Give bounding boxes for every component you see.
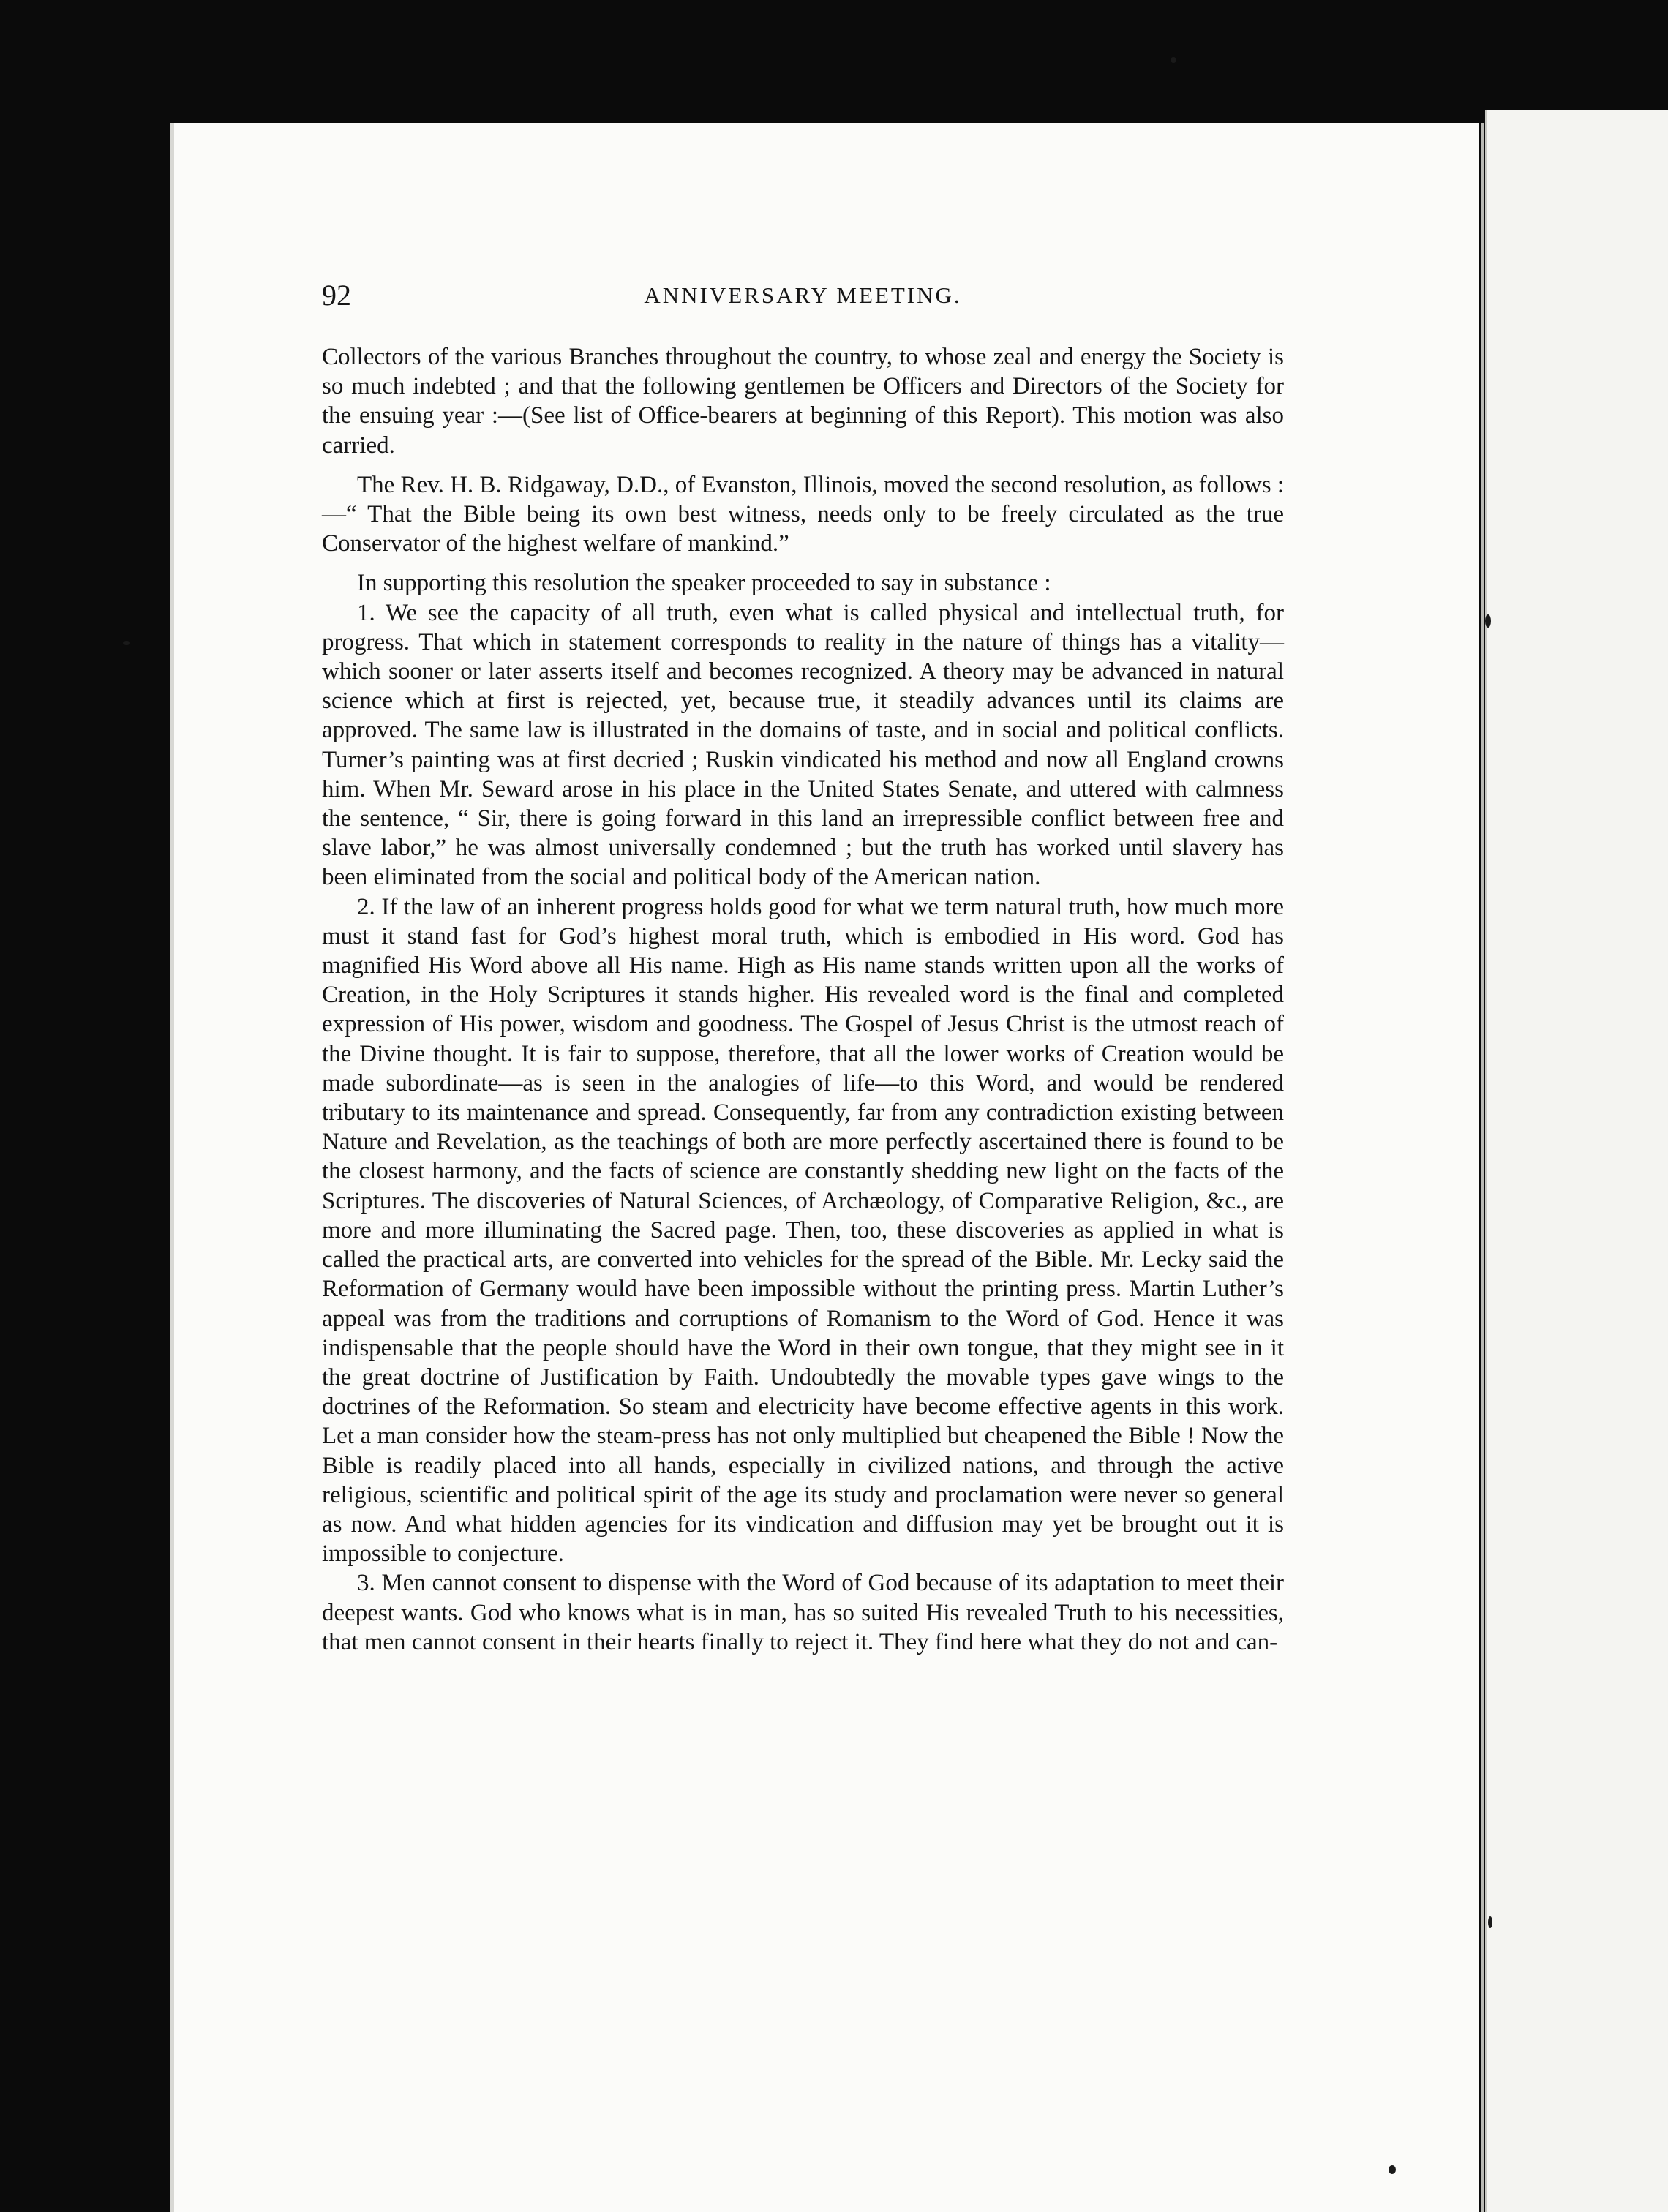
page-gutter [1481, 123, 1484, 2212]
scan-speck [1171, 57, 1176, 63]
paragraph: 1. We see the capacity of all truth, even what is called physical and intellectual truth, for progress. That which in statement corresponds to reality in the nature of things has a vitality—which sooner or later asserts itself and becomes recognized. A theory may be advanced in natural science which at first is rejected, yet, because true, it steadily advances until its claims are approved. The same law is illustrated in the domains of taste, and in social and political conflicts. Turner’s painting was at first decried ; Ruskin vindicated his method and now all England crowns him. When Mr. Seward arose in his place in the United States Senate, and uttered with calmness the sentence, “ Sir, there is going forward in this land an irrepressible conflict between free and slave labor,” he was almost universally condemned ; but the truth has worked until slavery has been eliminated from the social and political body of the American nation. [322, 599, 1284, 891]
paragraph: The Rev. H. B. Ridgaway, D.D., of Evanston, Illinois, moved the second resolution, as follows :—“ That the Bible being its own best witness, needs only to be freely circulated as the true Conservator of the highest welfare of mankind.” [322, 471, 1284, 557]
scan-speck [123, 641, 130, 645]
paragraph: 2. If the law of an inherent progress holds good for what we term natural truth, how much more must it stand fast for God’s highest moral truth, which is embodied in His word. God has magnified His Word above all His name. High as His name stands written upon all the works of Creation, in the Holy Scriptures it stands higher. His revealed word is the final and completed expression of His power, wisdom and goodness. The Gospel of Jesus Christ is the utmost reach of the Divine thought. It is fair to suppose, therefore, that all the lower works of Creation would be made subordinate—as is seen in the analogies of life—to this Word, and would be rendered tributary to its maintenance and spread. Consequently, far from any contradiction existing between Nature and Revelation, as the teachings of both are more perfectly ascertained there is found to be the closest harmony, and the facts of science are constantly shedding new light on the facts of the Scriptures. The discoveries of Natural Sciences, of Archæology, of Comparative Religion, &c., are more and more illuminating the Sacred page. Then, too, these discoveries as applied in what is called the practical arts, are converted into vehicles for the spread of the Bible. Mr. Lecky said the Reformation of Germany would have been impossible without the printing press. Martin Luther’s appeal was from the traditions and corruptions of Romanism to the Word of God. Hence it was indispensable that the people should have the Word in their own tongue, that they might see in it the great doctrine of Justification by Faith. Undoubtedly the movable types gave wings to the doctrines of the Reformation. So steam and electricity have become effective agents in this work. Let a man consider how the steam-press has not only multiplied but cheapened the Bible ! Now the Bible is readily placed into all hands, especially in civilized nations, and through the active religious, scientific and political spirit of the age its study and proclamation were never so general as now. And what hidden agencies for its vindication and diffusion may yet be brought out it is impossible to conjecture. [322, 893, 1284, 1568]
paragraph: In supporting this resolution the speaker proceeded to say in substance : [357, 570, 1051, 597]
facing-page-edge [1485, 110, 1668, 2212]
scan-speck [1488, 1916, 1492, 1928]
scan-speck [1485, 614, 1491, 628]
page-number: 92 [322, 279, 351, 312]
paragraph: 3. Men cannot consent to dispense with the Word of God because of its adaptation to meet their deepest wants. God who knows what is in man, has so suited His revealed Truth to his necessities, that men cannot consent in their hearts finally to reject it. They find here what they do not and can- [322, 1570, 1284, 1655]
paragraph: Collectors of the various Branches throughout the country, to whose zeal and energy the Society is so much indebted ; and that the following gentlemen be Officers and Directors of the Society for the ensuing year :—(See list of Office-bearers at beginning of this Report). This motion was also carried. [322, 344, 1284, 459]
running-head: ANNIVERSARY MEETING. [644, 282, 962, 308]
page-content [322, 278, 1284, 1657]
scan-speck [1389, 2165, 1396, 2174]
page-header [322, 278, 1284, 322]
